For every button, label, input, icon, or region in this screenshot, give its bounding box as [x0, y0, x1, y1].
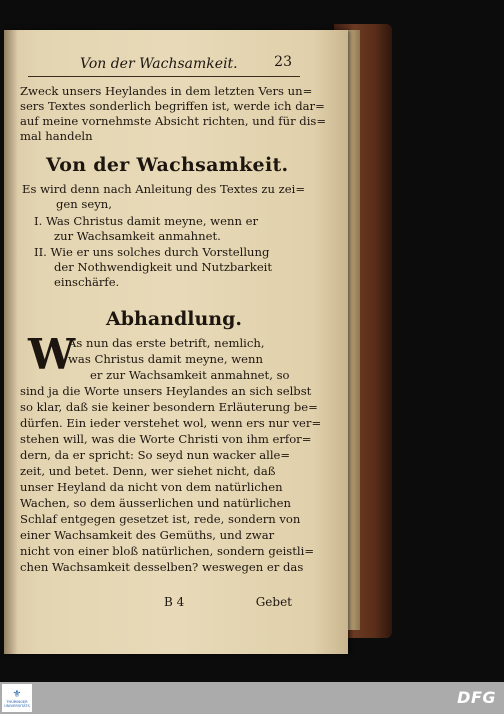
intro-line: sers Textes sonderlich begriffen ist, werde ich dar=	[20, 99, 325, 113]
body-line: nicht von einer bloß natürlichen, sondern geistli=	[20, 544, 315, 558]
outline-line: zur Wachsamkeit anmahnet.	[54, 229, 221, 243]
intro-line: mal handeln	[20, 129, 93, 143]
body-line: zeit, und betet. Denn, wer siehet nicht, daß	[20, 464, 276, 478]
signature-mark: B 4	[164, 595, 185, 609]
body-line: Wachen, so dem äusserlichen und natürlichen	[20, 496, 291, 510]
library-logo-text: THÜRINGER UNIVERSITÄTS	[4, 699, 30, 708]
gutter-shadow	[4, 30, 18, 654]
body-line: was Christus damit meyne, wenn	[68, 352, 263, 366]
running-head: Von der Wachsamkeit.	[80, 56, 238, 72]
body-line: stehen will, was die Worte Christi von ihm erfor=	[20, 432, 312, 446]
outline-line: Es wird denn nach Anleitung des Textes zu zei=	[22, 182, 306, 196]
outline-line: gen seyn,	[56, 197, 112, 211]
page-number: 23	[274, 54, 292, 70]
library-logo-icon: ⚜	[12, 688, 22, 700]
body-line: Schlaf entgegen gesetzet ist, rede, sondern von	[20, 512, 301, 526]
book-page	[4, 30, 348, 654]
library-logo[interactable]	[2, 684, 32, 712]
catchword: Gebet	[255, 595, 292, 609]
outline-line: einschärfe.	[54, 275, 120, 289]
dfg-logo[interactable]: DFG	[457, 688, 496, 707]
intro-line: auf meine vornehmste Absicht richten, und für dis=	[20, 114, 327, 128]
viewer-footer	[0, 682, 504, 714]
section-heading: Abhandlung.	[106, 308, 242, 330]
body-line: einer Wachsamkeit des Gemüths, und zwar	[20, 528, 275, 542]
drop-cap: W	[28, 330, 76, 379]
body-line: As nun das erste betrift, nemlich,	[68, 336, 265, 350]
outline-line: II. Wie er uns solches durch Vorstellung	[34, 245, 270, 259]
head-rule	[28, 76, 300, 77]
body-line: dürfen. Ein ieder verstehet wol, wenn ers nur ver=	[20, 416, 322, 430]
body-line: er zur Wachsamkeit anmahnet, so	[90, 368, 290, 382]
chapter-heading: Von der Wachsamkeit.	[46, 154, 289, 176]
body-line: sind ja die Worte unsers Heylandes an sich selbst	[20, 384, 312, 398]
body-line: chen Wachsamkeit desselben? weswegen er das	[20, 560, 304, 574]
body-line: so klar, daß sie keiner besondern Erläuterung be=	[20, 400, 318, 414]
body-line: unser Heyland da nicht von dem natürlichen	[20, 480, 283, 494]
outline-line: I. Was Christus damit meyne, wenn er	[34, 214, 258, 228]
intro-line: Zweck unsers Heylandes in dem letzten Vers un=	[20, 84, 313, 98]
outline-line: der Nothwendigkeit und Nutzbarkeit	[54, 260, 273, 274]
body-line: dern, da er spricht: So seyd nun wacker alle=	[20, 448, 291, 462]
